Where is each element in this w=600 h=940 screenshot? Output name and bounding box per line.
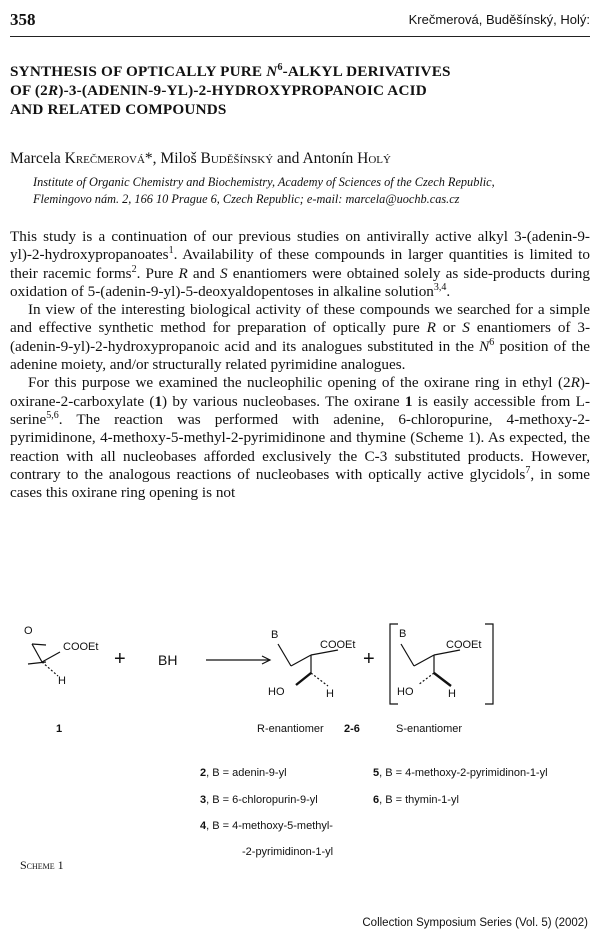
affiliation-line: Institute of Organic Chemistry and Biochemistry, Academy of Sciences of the Czech Republic,	[33, 175, 495, 189]
hydrogen-label: H	[326, 688, 334, 700]
title-text: SYNTHESIS OF OPTICALLY PURE	[10, 63, 267, 80]
page-number: 358	[10, 10, 36, 29]
author-first: Marcela	[10, 150, 65, 167]
base-label: B	[271, 629, 279, 641]
list-item: 3, B = 6-chloropurin-9-yl	[200, 794, 318, 806]
author-list	[10, 150, 391, 168]
nucleobase-label: BH	[158, 652, 178, 668]
oxygen-label: O	[24, 625, 33, 637]
corresponding-mark: *	[144, 150, 153, 167]
page-footer: Collection Symposium Series (Vol. 5) (2002)	[362, 917, 588, 929]
affiliation	[33, 174, 593, 208]
reference-mark[interactable]: 3,4	[433, 281, 447, 293]
list-item: -2-pyrimidinon-1-yl	[242, 846, 334, 858]
author-last: Krečmerová	[64, 150, 145, 167]
list-item: 6, B = thymin-1-yl	[373, 794, 459, 806]
title-text: -ALKYL DERIVATIVES	[282, 63, 451, 80]
title-italic: N	[266, 63, 278, 80]
reference-mark[interactable]: 5,6	[46, 409, 59, 421]
r-enantiomer-label: R-enantiomer	[257, 723, 324, 735]
list-item: 2, B = adenin-9-yl	[200, 767, 287, 779]
paragraph-3: For this purpose we examined the nucleophilic opening of the oxirane ring in ethyl (2R)-oxirane-2-carboxylate (1) by various nucleobases. The oxirane 1 is easily accessible from L-serine$^{5,6}$. The reaction was performed with adenine, 6-chloropurine, 4-methoxy-2-pyrimidinone, 4-methoxy-5-methyl-2-pyrimidinone and thymine (Scheme 1). As expected, the reaction with all nucleobases afforded exclusively the C-3 substituted products. However, contrary to the analogous reactions of nucleobases with optically active glycidols$^7$, in some cases this oxirane ring opening is not	[10, 374, 591, 502]
author-sep: and Antonín	[273, 150, 358, 167]
page-header	[10, 8, 590, 37]
affiliation-line: Flemingovo nám. 2, 166 10 Prague 6, Czech Republic; e-mail: marcela@uochb.cas.cz	[33, 192, 460, 206]
paragraph-2: In view of the interesting biological activity of these compounds we searched for a simple and effective synthetic method for preparation of optically pure R or S enantiomers of 3-(adenin-9-yl)-2-hydroxypropanoic acid and its analogues substituted in the $N^6$ position of the adenine moiety, and/or structurally related pyrimidine analogues.	[10, 301, 591, 374]
scheme-caption: Scheme 1	[20, 858, 64, 872]
list-item: 4, B = 4-methoxy-5-methyl-	[200, 820, 333, 832]
paragraph-1: This study is a continuation of our previous studies on antivirally active alkyl 3-(adenin-9-yl)-2-hydroxypropanoates$^1$. Availability of these compounds in larger quantities is limited to their racemic forms$^2$. Pure R and S enantiomers were obtained solely as side-products during oxidation of 5-(adenin-9-yl)-5-deoxyaldopentoses in alkaline solution$^{3,4}$.	[10, 228, 590, 300]
compound-range: 2-6	[344, 723, 360, 735]
article-title	[10, 62, 595, 119]
hydroxy-label: HO	[397, 686, 414, 698]
running-title: Krečmerová, Buděšínský, Holý:	[408, 12, 590, 27]
list-item: 5, B = 4-methoxy-2-pyrimidinon-1-yl	[373, 767, 548, 779]
base-label: B	[399, 628, 407, 640]
ester-label: COOEt	[446, 639, 482, 651]
hydrogen-label: H	[58, 675, 66, 687]
reference-mark[interactable]: 1	[168, 245, 174, 257]
reaction-scheme	[8, 618, 593, 893]
title-italic: R	[47, 82, 59, 99]
author-last: Buděšínský	[200, 150, 274, 167]
ester-label: COOEt	[63, 641, 99, 653]
plus-sign: +	[114, 648, 126, 670]
reference-mark[interactable]: 2	[131, 263, 137, 275]
s-enantiomer-label: S-enantiomer	[396, 723, 463, 735]
title-text: AND RELATED COMPOUNDS	[10, 101, 227, 118]
title-sup: 6	[277, 61, 283, 73]
title-text: )-3-(ADENIN-9-YL)-2-HYDROXYPROPANOIC ACID	[58, 82, 427, 99]
hydrogen-label: H	[448, 688, 456, 700]
compound-number: 1	[56, 723, 63, 735]
title-text: OF (2	[10, 82, 48, 99]
author-last: Holý	[357, 150, 391, 167]
ester-label: COOEt	[320, 639, 356, 651]
hydroxy-label: HO	[268, 686, 285, 698]
body-text	[10, 228, 590, 502]
author-sep: , Miloš	[152, 150, 201, 167]
reference-mark[interactable]: 7	[525, 464, 531, 476]
plus-sign: +	[363, 648, 375, 670]
